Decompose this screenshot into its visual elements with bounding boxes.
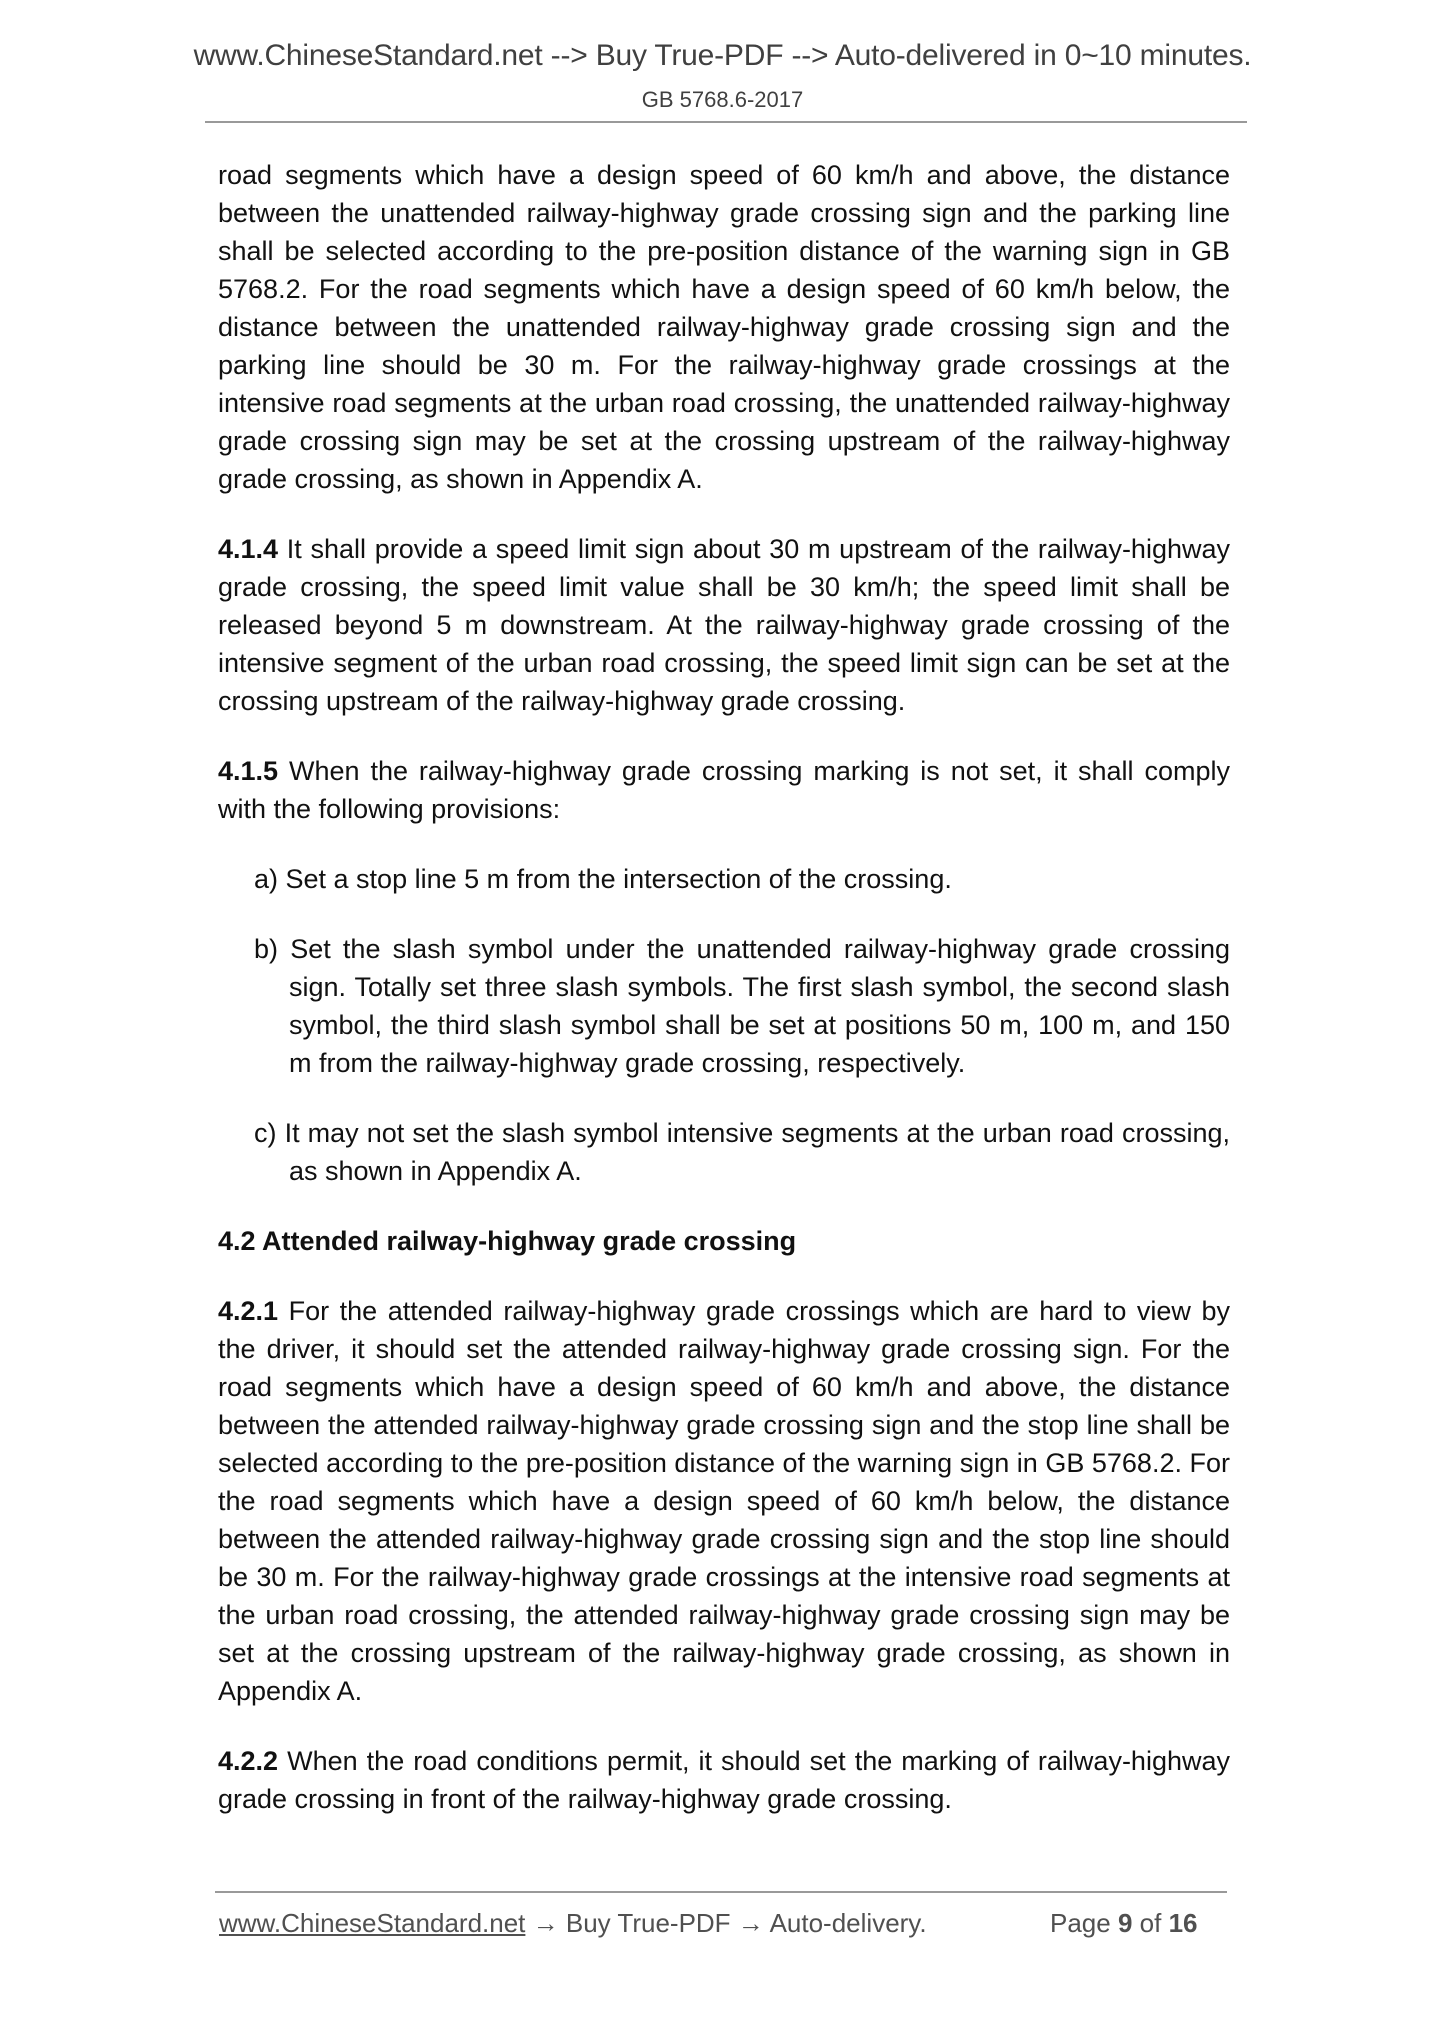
clause-4-2-1	[218, 1292, 1230, 1710]
clause-number: 4.2.1	[218, 1296, 279, 1326]
header-banner: www.ChineseStandard.net --> Buy True-PDF --> Auto-delivered in 0~10 minutes.	[193, 39, 1252, 72]
standard-code: GB 5768.6-2017	[641, 87, 804, 112]
clause-number: 4.1.4	[218, 534, 279, 564]
page-total: 16	[1168, 1908, 1198, 1938]
header-divider	[205, 121, 1247, 123]
clause-number: 4.2.2	[218, 1746, 279, 1776]
clause-4-1-5	[218, 752, 1230, 828]
clause-number: 4.1.5	[218, 756, 279, 786]
list-item: c) It may not set the slash symbol intensive segments at the urban road crossing, as shown in Appendix A.	[254, 1118, 1230, 1186]
page-of: of	[1139, 1908, 1162, 1938]
page-current: 9	[1117, 1908, 1133, 1938]
clause-text: It shall provide a speed limit sign about 30 m upstream of the railway-highway grade crossing, the speed limit value shall be 30 km/h; the speed limit shall be released beyond 5 m downstream. At the railway-highway grade crossing of the intensive segment of the urban road crossing, the speed limit sign can be set at the crossing upstream of the railway-highway grade crossing.	[218, 534, 1230, 716]
heading-text: 4.2 Attended railway-highway grade crossing	[218, 1226, 797, 1256]
page-number	[1050, 1908, 1198, 1939]
clause-text: When the railway-highway grade crossing marking is not set, it shall comply with the following provisions:	[218, 756, 1230, 824]
site-link[interactable]: www.ChineseStandard.net	[219, 1908, 526, 1938]
footer-left	[219, 1908, 927, 1939]
paragraph: road segments which have a design speed of 60 km/h and above, the distance between the unattended railway-highway grade crossing sign and the parking line shall be selected according to the pre-position distance of the warning sign in GB 5768.2. For the road segments which have a design speed of 60 km/h below, the distance between the unattended railway-highway grade crossing sign and the parking line should be 30 m. For the railway-highway grade crossings at the intensive road segments at the urban road crossing, the unattended railway-highway grade crossing sign may be set at the crossing upstream of the railway-highway grade crossing, as shown in Appendix A.	[218, 160, 1230, 494]
footer-divider	[215, 1891, 1227, 1893]
clause-text: When the road conditions permit, it should set the marking of railway-highway grade crossing in front of the railway-highway grade crossing.	[218, 1746, 1230, 1814]
clause-text: For the attended railway-highway grade crossings which are hard to view by the driver, it should set the attended railway-highway grade crossing sign. For the road segments which have a design speed of 60 km/h and above, the distance between the attended railway-highway grade crossing sign and the stop line shall be selected according to the pre-position distance of the warning sign in GB 5768.2. For the road segments which have a design speed of 60 km/h below, the distance between the attended railway-highway grade crossing sign and the stop line should be 30 m. For the railway-highway grade crossings at the intensive road segments at the urban road crossing, the attended railway-highway grade crossing sign may be set at the crossing upstream of the railway-highway grade crossing, as shown in Appendix A.	[218, 1296, 1230, 1706]
list-item: b) Set the slash symbol under the unattended railway-highway grade crossing sign. Totally set three slash symbols. The first slash symbol, the second slash symbol, the third slash symbol shall be set at positions 50 m, 100 m, and 150 m from the railway-highway grade crossing, respectively.	[254, 934, 1230, 1078]
section-heading	[218, 1222, 1230, 1260]
document-body	[218, 156, 1230, 1850]
clause-4-2-2	[218, 1742, 1230, 1818]
list-item: a) Set a stop line 5 m from the intersection of the crossing.	[254, 864, 952, 894]
footer-tagline: → Buy True-PDF → Auto-delivery.	[525, 1908, 927, 1938]
page-label: Page	[1050, 1908, 1111, 1938]
clause-4-1-4	[218, 530, 1230, 720]
